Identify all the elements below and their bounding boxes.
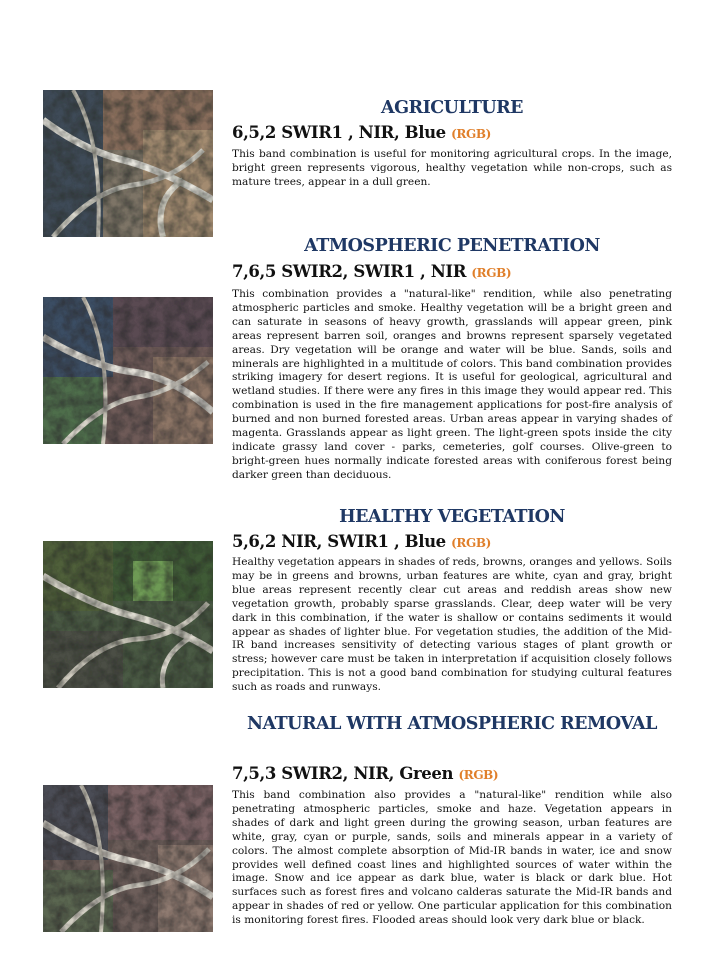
section-title: AGRICULTURE <box>381 98 523 118</box>
section-description: Healthy vegetation appears in shades of reds, browns, oranges and yellows. Soils may be in greens and browns, urban features are white, cyan and gray, bright blue areas represent recently clear cut areas and reddish areas show new vegetation growth, probably sparse grasslands. Clear, deep water will be very dark in this combination, if the water is shallow or contains sediments it would appear as shades of lighter blue. For vegetation studies, the addition of the Mid-IR band increases sensitivity of detecting various stages of plant growth or stress; however care must be taken in interpretation if acquisition closely follows precipitation. This is not a good band combination for studying cultural features such as roads and runways. <box>232 556 672 694</box>
band-list: 6,5,2 SWIR1 , NIR, Blue <box>232 123 446 142</box>
section-description: This combination provides a "natural-like" rendition, while also penetrating atmospheric particles and smoke. Healthy vegetation will be a bright green and can saturate in seasons of heavy growth, grasslands will appear green, pink areas represent barren soil, oranges and browns represent sparsely vegetated areas. Dry vegetation will be orange and water will be blue. Sands, soils and minerals are highlighted in a multitude of colors. This band combination provides striking imagery for desert regions. It is useful for geological, agricultural and wetland studies. If there were any fires in this image they would appear red. This combination is used in the fire management applications for post-fire analysis of burned and non burned forested areas. Urban areas appear in varying shades of magenta. Grasslands appear as light green. The light-green spots inside the city indicate grassy land cover - parks, cemeteries, golf courses. Olive-green to bright-green hues normally indicate forested areas with coniferous forest being darker green than deciduous. <box>232 288 672 481</box>
band-list: 5,6,2 NIR, SWIR1 , Blue <box>232 532 446 551</box>
band-combination <box>232 532 672 551</box>
section-title: HEALTHY VEGETATION <box>339 507 565 527</box>
band-list: 7,5,3 SWIR2, NIR, Green <box>232 764 454 783</box>
rgb-label: (RGB) <box>458 768 499 782</box>
band-combination <box>232 764 672 783</box>
rgb-label: (RGB) <box>471 266 512 280</box>
band-combination <box>232 123 672 142</box>
section-title: NATURAL WITH ATMOSPHERIC REMOVAL <box>247 714 657 734</box>
rgb-label: (RGB) <box>451 127 491 141</box>
rgb-label: (RGB) <box>451 536 491 550</box>
atmospheric-penetration-satellite-image <box>43 297 213 444</box>
natural-atmospheric-removal-satellite-image <box>43 785 213 932</box>
section-description: This band combination also provides a "natural-like" rendition while also penetrating atmospheric particles, smoke and haze. Vegetation appears in shades of dark and light green during the growing season, urban features are white, gray, cyan or purple, sands, soils and minerals appear in a variety of colors. The almost complete absorption of Mid-IR bands in water, ice and snow provides well defined coast lines and highlighted sources of water within the image. Snow and ice appear as dark blue, water is black or dark blue. Hot surfaces such as forest fires and volcano calderas saturate the Mid-IR bands and appear in shades of red or yellow. One particular application for this combination is monitoring forest fires. Flooded areas should look very dark blue or black. <box>232 789 672 927</box>
band-combination <box>232 262 672 281</box>
band-list: 7,6,5 SWIR2, SWIR1 , NIR <box>232 262 467 281</box>
section-description: This band combination is useful for monitoring agricultural crops. In the image, bright green represents vigorous, healthy vegetation while non-crops, such as mature trees, appear in a dull green. <box>232 148 672 188</box>
section-title: ATMOSPHERIC PENETRATION <box>304 236 600 256</box>
healthy-vegetation-satellite-image <box>43 541 213 688</box>
agriculture-satellite-image <box>43 90 213 237</box>
